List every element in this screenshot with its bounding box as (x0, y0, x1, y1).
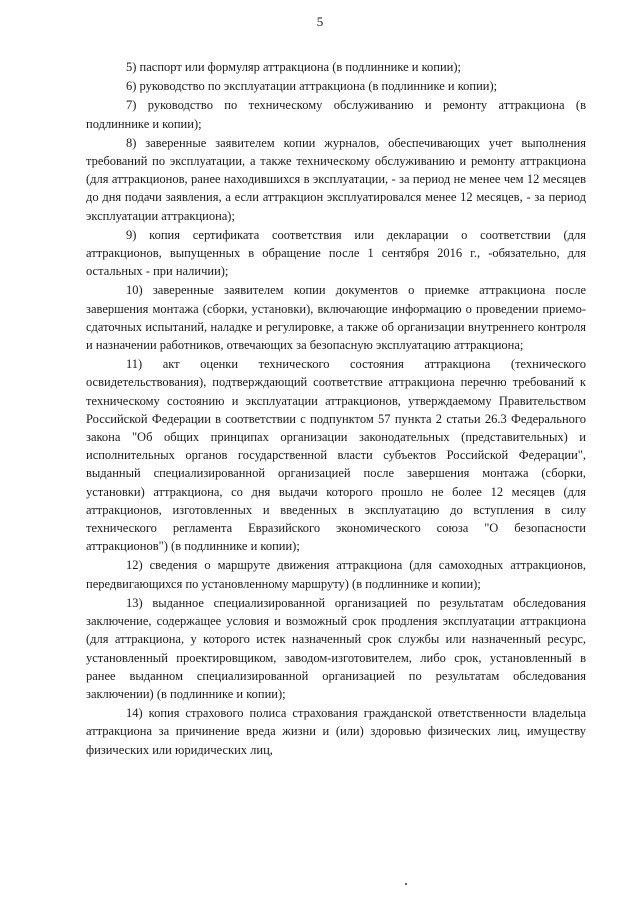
list-item-11: 11) акт оценки технического состояния аттракциона (технического освидетельствования), подтверждающий соответствие аттракциона перечню требований к техническому состоянию и эксплуатации аттракционов, утверждаемому Правительством Российской Федерации в соответствии с подпунктом 57 пункта 2 статьи 26.3 Федерального закона "Об общих принципах организации законодательных (представительных) и исполнительных органов государственной власти субъектов Российской Федерации", выданный специализированной организацией после завершения монтажа (сборки, установки) аттракциона, со дня выдачи которого прошло не более 12 месяцев (для аттракционов, изготовленных и введенных в эксплуатацию до вступления в силу технического регламента Евразийского экономического союза "О безопасности аттракционов") (в подлиннике и копии); (86, 357, 586, 554)
list-item-6: 6) руководство по эксплуатации аттракциона (в подлиннике и копии); (126, 79, 498, 94)
scan-speck (405, 883, 407, 885)
list-item-5: 5) паспорт или формуляр аттракциона (в подлиннике и копии); (126, 60, 461, 74)
list-item-8: 8) заверенные заявителем копии журналов, обеспечивающих учет выполнения требований по эксплуатации, а также техническому обслуживанию и ремонту аттракциона (для аттракционов, ранее находившихся в эксплуатации, - за период не менее чем 12 месяцев до дня подачи заявления, а если аттракцион эксплуатировался менее 12 месяцев, - за период эксплуатации аттракциона); (86, 135, 586, 223)
list-item-13: 13) выданное специализированной организацией по результатам обследования заключение, содержащее условия и возможный срок продления эксплуатации аттракциона (для аттракциона, у которого истек назначенный срок службы или назначенный ресурс, установленный проектировщиком, заводом-изготовителем, либо срок, установленный в ранее выданном специализированной организацией по результатам обследования заключении) (в подлиннике и копии); (86, 595, 586, 701)
page-number: 5 (316, 14, 324, 29)
list-item-10: 10) заверенные заявителем копии документов о приемке аттракциона после завершения монтажа (сборки, установки), включающие информацию о проведении приемо-сдаточных испытаний, наладке и регулировке, а также об организации внутреннего контроля и назначении работников, отвечающих за безопасную эксплуатацию аттракциона; (86, 283, 586, 353)
list-item-9: 9) копия сертификата соответствия или декларации о соответствии (для аттракционов, выпущенных в обращение после 1 сентября 2016 г., -обязательно, для остальных - при наличии); (86, 227, 586, 279)
document-body (86, 58, 586, 760)
list-item-12: 12) сведения о маршруте движения аттракциона (для самоходных аттракционов, передвигающихся по установленному маршруту) (в подлиннике и копии); (86, 558, 586, 591)
list-item-7: 7) руководство по техническому обслуживанию и ремонту аттракциона (в подлиннике и копии); (86, 98, 586, 131)
list-item-14: 14) копия страхового полиса страхования гражданской ответственности владельца аттракциона за причинение вреда жизни и (или) здоровью физических лиц, имуществу физических или юридических лиц, (86, 706, 586, 757)
